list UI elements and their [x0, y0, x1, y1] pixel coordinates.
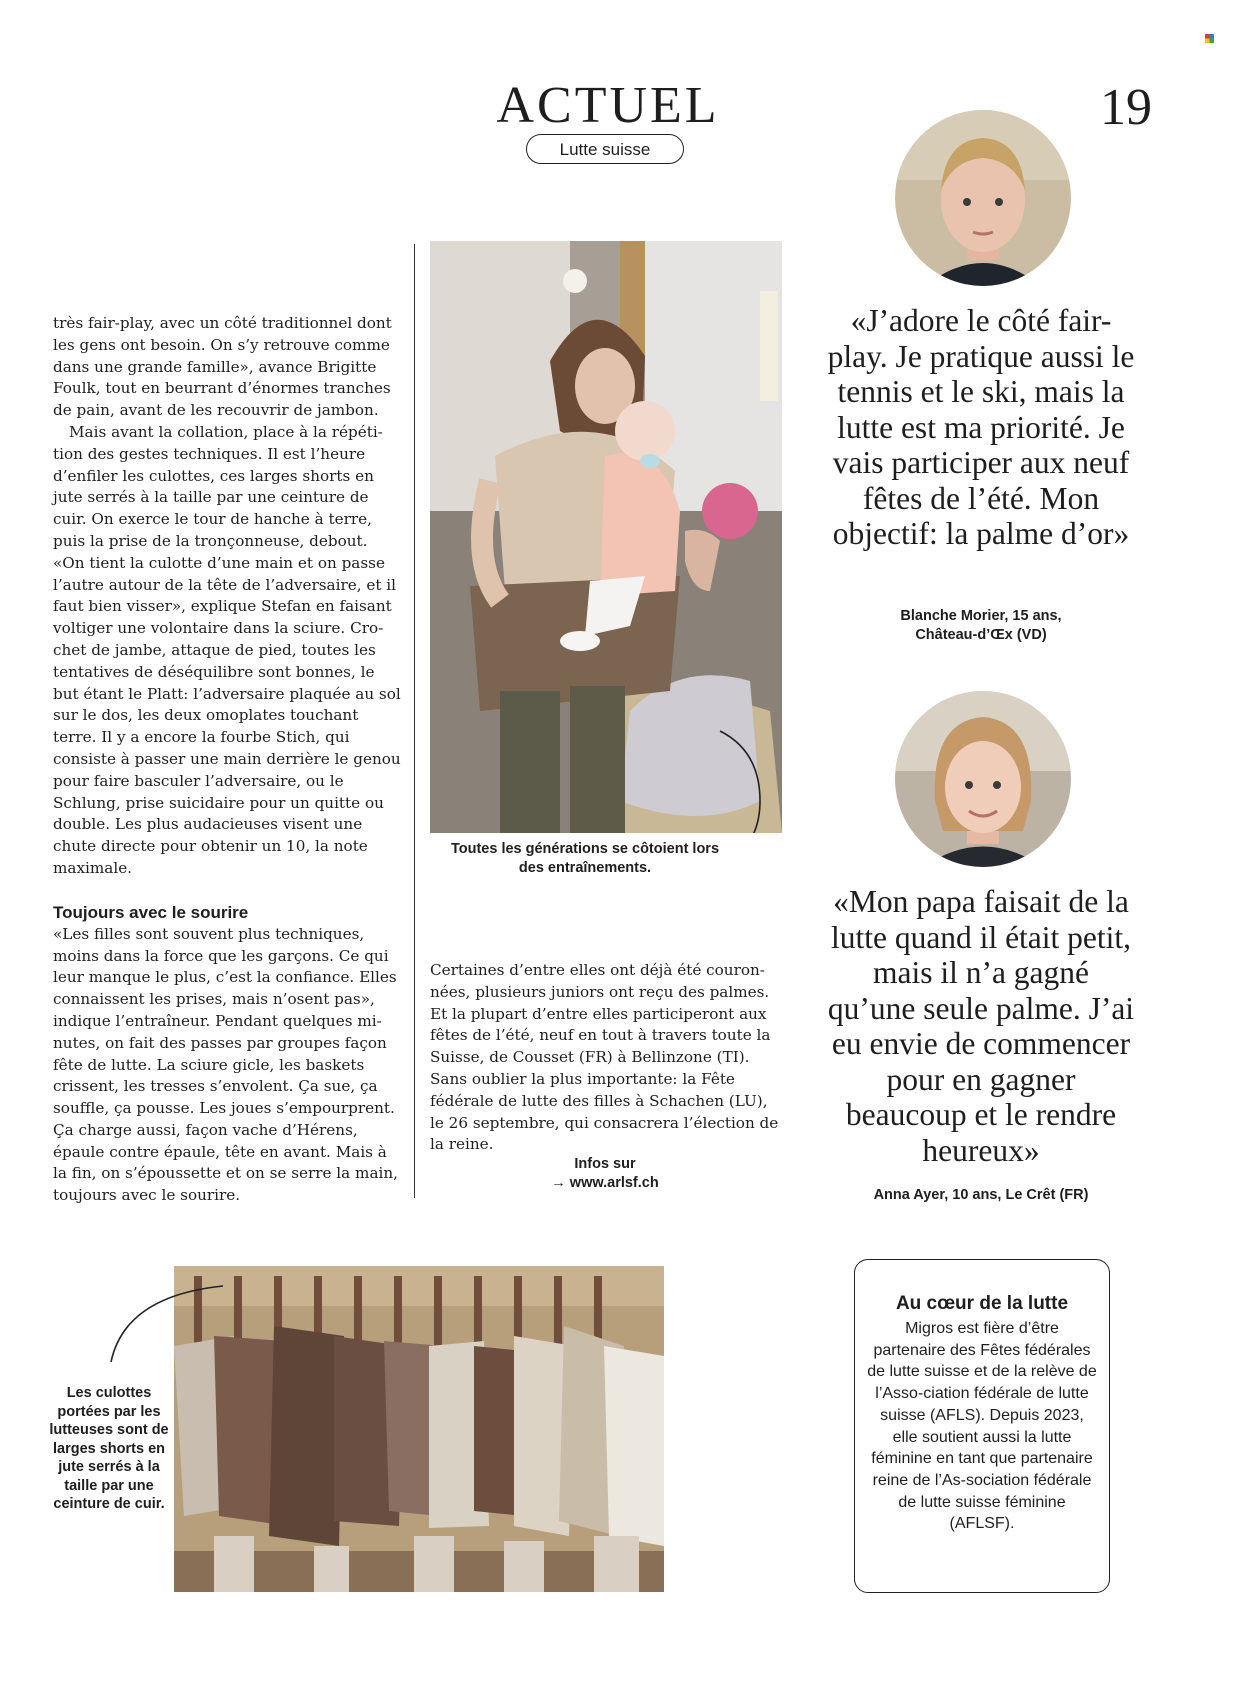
article-paragraph: très fair-play, avec un côté traditionnel dont les gens ont besoin. On s’y retrouve comme dans une grande famille», avance Brigitte Foulk, tout en beurrant d’énormes tranches de pain, avant de les recouvrir de jambon.	[53, 314, 392, 420]
color-registration-mark	[1205, 34, 1214, 43]
info-block	[530, 1155, 680, 1193]
photo-wrestling-shorts	[174, 1266, 664, 1592]
photo-generations	[430, 241, 782, 833]
article-subheading: Toujours avec le sourire	[53, 902, 249, 922]
page-number: 19	[1100, 79, 1152, 136]
article-paragraph: «Les filles sont souvent plus techniques, moins dans la force que les garçons. Ce qui leur manque le plus, c’est la confiance. Elles connaissent les prises, mais n’osent pas», indique l’entraîneur. Pendant quelques mi-nutes, on fait des passes par groupes façon fête de lutte. La sciure gicle, les baskets crissent, les tresses s’envolent. Ça sue, ça souffle, ça pousse. Les joues s’empourprent. Ça charge aussi, façon vache d’Hérens, épaule contre épaule, tête en avant. Mais à la fin, on s’époussette et on se serre la main, toujours avec le sourire.	[53, 924, 398, 1205]
quote-attribution: Anna Ayer, 10 ans, Le Crêt (FR)	[873, 1187, 1089, 1203]
article-middle-column	[430, 960, 782, 1156]
portrait-blanche-morier	[895, 110, 1071, 286]
sidebar-box-title: Au cœur de la lutte	[895, 1293, 1069, 1314]
sidebar-box-text: Migros est fière d’être partenaire des Fêtes fédérales de lutte suisse et de la relève de l’Asso-ciation fédérale de lutte suisse (AFLS). Depuis 2023, elle soutient aussi la lutte féminine en tant que partenaire reine de l’As-sociation fédérale de lutte suisse féminine (AFLSF).	[867, 1320, 1097, 1533]
article-paragraph: Mais avant la collation, place à la répéti-tion des gestes techniques. Il est l’heure d’enfiler les culottes, ces larges shorts en jute serrés à la taille par une ceinture de cuir. On exerce le tour de hanche à terre, puis la prise de la tronçonneuse, debout. «On tient la culotte d’une main et on passe l’autre autour de la tête de l’adversaire, et il faut bien visser», explique Stefan en faisant voltiger une volontaire dans la sciure. Cro-chet de jambe, attaque de pied, toutes les tentatives de déséquilibre sont bonnes, le but étant le Platt: l’adversaire plaquée au sol sur le dos, les deux omoplates touchant terre. Il y a encore la fourbe Stich, qui consiste à passer une main derrière le genou pour faire basculer l’adversaire, ou le Schlung, prise suicidaire pour un quitte ou double. Les plus audacieuses visent une chute directe pour obtenir un 10, la note maximale.	[53, 422, 401, 877]
article-left-column	[53, 313, 403, 1207]
attribution-name: Blanche Morier, 15 ans,	[900, 608, 1062, 624]
portrait-anna-ayer	[895, 691, 1071, 867]
quote-anna: «Mon papa faisait de la lutte quand il était petit, mais il n’a gagné qu’une seule palme. J’ai eu envie de commencer pour en gagner beaucoup et le rendre heureux»	[827, 884, 1135, 1168]
caption-callout-line	[105, 1266, 225, 1366]
photo-caption: Les culottes portées par les lutteuses sont de larges shorts en jute serrés à la taille par une ceinture de cuir.	[49, 1385, 169, 1512]
sidebar-box	[854, 1259, 1110, 1593]
section-title: ACTUEL	[496, 77, 720, 134]
section-tag: Lutte suisse	[526, 134, 684, 164]
photo-caption: Toutes les générations se côtoient lors des entraînements.	[450, 841, 720, 876]
attribution-place: Château-d’Œx (VD)	[915, 627, 1047, 643]
quote-attribution	[886, 607, 1076, 645]
quote-blanche: «J’adore le côté fair-play. Je pratique aussi le tennis et le ski, mais la lutte est ma priorité. Je vais participer aux neuf fêtes de l’été. Mon objectif: la palme d’or»	[827, 303, 1135, 551]
info-label: Infos sur	[574, 1156, 636, 1172]
article-paragraph: Certaines d’entre elles ont déjà été couron-nées, plusieurs juniors ont reçu des palmes. Et la plupart d’entre elles participeront aux fêtes de l’été, neuf en tout à travers toute la Suisse, de Cousset (FR) à Bellinzone (TI). Sans oublier la plus importante: la Fête fédérale de lutte des filles à Schachen (LU), le 26 septembre, qui consacrera l’élection de la reine.	[430, 961, 779, 1154]
info-link[interactable]: → www.arlsf.ch	[551, 1175, 659, 1191]
column-divider	[414, 244, 415, 1198]
